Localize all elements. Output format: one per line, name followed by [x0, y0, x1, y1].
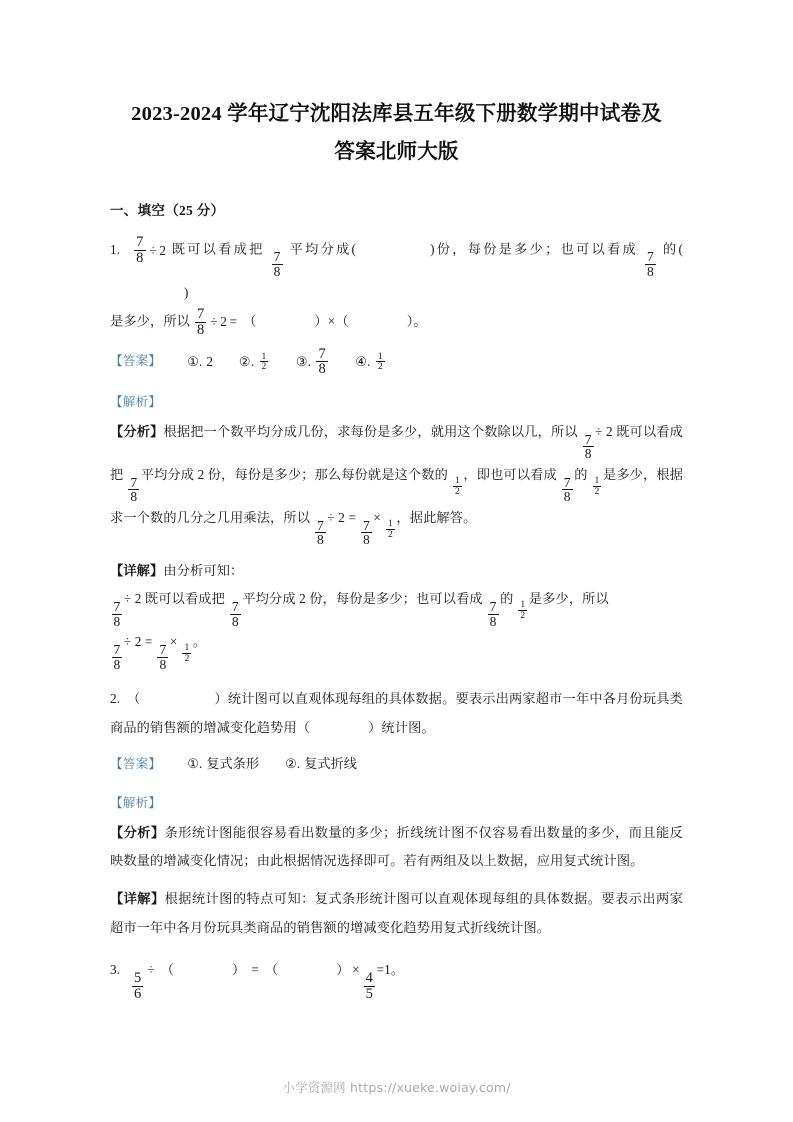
analysis-tag: 【分析】 — [110, 424, 164, 440]
fraction-seven-eighths: $\frac{7}{8}$ — [563, 474, 571, 505]
answer-value: 2 — [206, 353, 213, 369]
question-1-text-a: 既可以看成把 — [171, 241, 265, 257]
fraction-seven-eighths: $\frac{7}{8}$ — [113, 598, 121, 629]
analysis-text-f: 是多少，根据求一个数的几分之几用乘法，所以 — [110, 467, 684, 526]
detail-text-c: 的 — [500, 591, 514, 607]
question-3-paren-close: ） — [232, 962, 246, 977]
question-2-explanation-label-row — [110, 787, 683, 819]
question-1-line-2 — [110, 307, 683, 338]
analysis-text-e: 的 — [574, 467, 588, 483]
detail-text-a: ÷ 2 既可以看成把 — [123, 591, 225, 607]
answer-label: 【答案】 — [110, 354, 162, 369]
question-1-text-b: 平均分成( — [289, 241, 357, 257]
section-heading: 一、填空（25 分） — [110, 202, 225, 218]
question-2-number: 2. — [110, 691, 121, 707]
page-title-line-1: 2023-2024 学年辽宁沈阳法库县五年级下册数学期中试卷及 — [131, 103, 662, 125]
divisor-value: 2 — [220, 314, 228, 330]
detail-text-f: × — [169, 634, 178, 650]
analysis-text-i: ，据此解答。 — [396, 510, 477, 526]
answer-value: 复式折线 — [304, 756, 357, 772]
question-1-expression-2 — [193, 307, 239, 338]
fraction-seven-eighths: $\frac{7}{8}$ — [136, 234, 144, 267]
detail-tag: 【详解】 — [110, 563, 164, 579]
answer-item-2: ②. $\frac{1}{2}$ — [238, 350, 267, 373]
fraction-one-half: $\frac{1}{2}$ — [454, 475, 460, 497]
analysis-text: 条形统计图能很容易看出数量的多少；折线统计图不仅容易看出数量的多少，而且能反映数量的增减变化情况；由此根据情况选择即可。若有两组及以上数据，应用复式统计图。 — [110, 824, 683, 868]
fraction-seven-eighths: $\frac{7}{8}$ — [113, 641, 121, 672]
question-3-period: 。 — [390, 962, 405, 977]
question-1-analysis — [110, 418, 683, 547]
question-2-analysis — [110, 819, 683, 876]
question-1-detail-equation — [110, 628, 683, 671]
question-1-expression — [133, 235, 167, 266]
question-1-explanation-label-row — [110, 386, 683, 418]
detail-text-b: 平均分成 2 份，每份是多少；也可以看成 — [242, 591, 483, 607]
answer-item-1: ①. 2 — [187, 349, 213, 375]
question-1-detail-intro — [110, 557, 683, 585]
divide-operator: ÷ — [210, 314, 218, 330]
detail-text: 根据统计图的特点可知：复式条形统计图可以直观体现每组的具体数据。要表示出两家超市一年中各月份玩具类商品的销售额的增减变化趋势用复式折线统计图。 — [110, 891, 683, 935]
fraction-one-half: $\frac{1}{2}$ — [387, 518, 393, 540]
question-1-number: 1. — [110, 241, 121, 257]
divide-operator: ÷ — [147, 962, 155, 977]
fraction-four-fifths: $\frac{4}{5}$ — [365, 969, 374, 1002]
fraction-seven-eighths: $\frac{7}{8}$ — [318, 345, 326, 378]
question-3-paren-open-2: （ — [264, 962, 279, 977]
fraction-seven-eighths: $\frac{7}{8}$ — [231, 598, 239, 629]
fraction-one-half: $\frac{1}{2}$ — [184, 642, 190, 665]
question-2-answer-row — [110, 751, 683, 777]
question-2-detail — [110, 885, 683, 942]
detail-intro-text: 由分析可知： — [163, 563, 244, 579]
analysis-text-d: ，即也可以看成 — [463, 467, 557, 483]
page-title-line-2: 答案北师大版 — [334, 140, 459, 163]
fraction-seven-eighths: $\frac{7}{8}$ — [363, 517, 370, 548]
question-2 — [110, 685, 683, 742]
page-title — [110, 0, 683, 172]
answer-label: 【答案】 — [110, 756, 162, 771]
question-1-text-e: ) — [184, 284, 189, 300]
detail-tag: 【详解】 — [110, 891, 165, 907]
fraction-one-half: $\frac{1}{2}$ — [520, 599, 526, 622]
fraction-seven-eighths: $\frac{7}{8}$ — [159, 641, 167, 672]
analysis-label: 【解析】 — [110, 395, 162, 410]
equals-operator: = — [229, 314, 238, 330]
answer-item-3: ③. $\frac{7}{8}$ — [295, 345, 326, 378]
detail-text-d: 是多少，所以 — [528, 591, 609, 607]
divide-operator: ÷ — [149, 242, 157, 258]
answer-item-1: ①. 复式条形 — [187, 751, 259, 777]
detail-text-e: ÷ 2 = — [123, 634, 153, 650]
analysis-tag: 【分析】 — [110, 824, 165, 840]
question-3-paren-close-2: ） — [336, 962, 350, 977]
fraction-one-half: $\frac{1}{2}$ — [594, 475, 600, 497]
fraction-five-sixths: $\frac{5}{6}$ — [133, 969, 142, 1002]
question-3-number: 3. — [110, 962, 121, 977]
fraction-seven-eighths: $\frac{7}{8}$ — [273, 249, 281, 279]
question-1-line2-text-c: ）×（ — [314, 313, 349, 329]
analysis-label: 【解析】 — [110, 795, 162, 810]
question-1-answer-row — [110, 347, 683, 378]
analysis-text-a: 根据把一个数平均分成几份，求每份是多少，就用这个数除以几，所以 — [163, 424, 578, 440]
question-1-text-c: )份，每份是多少；也可以看成 — [430, 241, 638, 257]
question-1-line2-text-a: 是多少，所以 — [110, 313, 191, 329]
question-1-text-d: 的( — [663, 241, 684, 257]
question-1-line2-text-b: （ — [243, 313, 257, 329]
fraction-seven-eighths: $\frac{7}{8}$ — [196, 306, 205, 338]
analysis-text-g: ÷ 2 = — [327, 510, 357, 526]
analysis-text-b: ÷ 2 既可以看成把 — [110, 424, 684, 483]
equals-operator: = — [251, 962, 259, 977]
fraction-seven-eighths: $\frac{7}{8}$ — [489, 598, 497, 629]
question-3-result: =1 — [376, 962, 391, 977]
question-2-text-c: ）统计图。 — [368, 719, 435, 735]
fraction-seven-eighths: $\frac{7}{8}$ — [647, 249, 654, 279]
answer-item-2: ②. 复式折线 — [285, 751, 357, 777]
detail-text-g: 。 — [192, 634, 207, 650]
divisor-value: 2 — [159, 242, 167, 258]
question-1-detail-body — [110, 585, 683, 628]
fraction-seven-eighths: $\frac{7}{8}$ — [130, 474, 138, 505]
multiply-operator: × — [352, 962, 360, 977]
footer-watermark: 小学资源网 https://xueke.woiay.com/ — [282, 1080, 511, 1095]
question-3 — [110, 956, 683, 1002]
answer-value: 复式条形 — [206, 756, 260, 772]
question-2-text-b: ）统计图可以直观体现每组的具体数据。要表示出两家超市一年中各月份玩具类商品的销售额的增减变化趋势用（ — [110, 691, 683, 735]
question-2-text-a: （ — [127, 691, 141, 707]
fraction-one-half: $\frac{1}{2}$ — [261, 350, 267, 373]
question-3-paren-open: （ — [160, 962, 175, 977]
fraction-seven-eighths: $\frac{7}{8}$ — [317, 517, 324, 548]
fraction-one-half: $\frac{1}{2}$ — [377, 350, 383, 373]
analysis-text-h: × — [373, 510, 381, 526]
analysis-text-c: 平均分成 2 份，每份是多少；那么每份就是这个数的 — [140, 467, 448, 483]
answer-item-4: ④. $\frac{1}{2}$ — [355, 350, 383, 373]
fraction-seven-eighths: $\frac{7}{8}$ — [584, 431, 592, 462]
question-1-line-1 — [110, 235, 683, 307]
question-1-line2-text-d: ）。 — [406, 313, 427, 329]
